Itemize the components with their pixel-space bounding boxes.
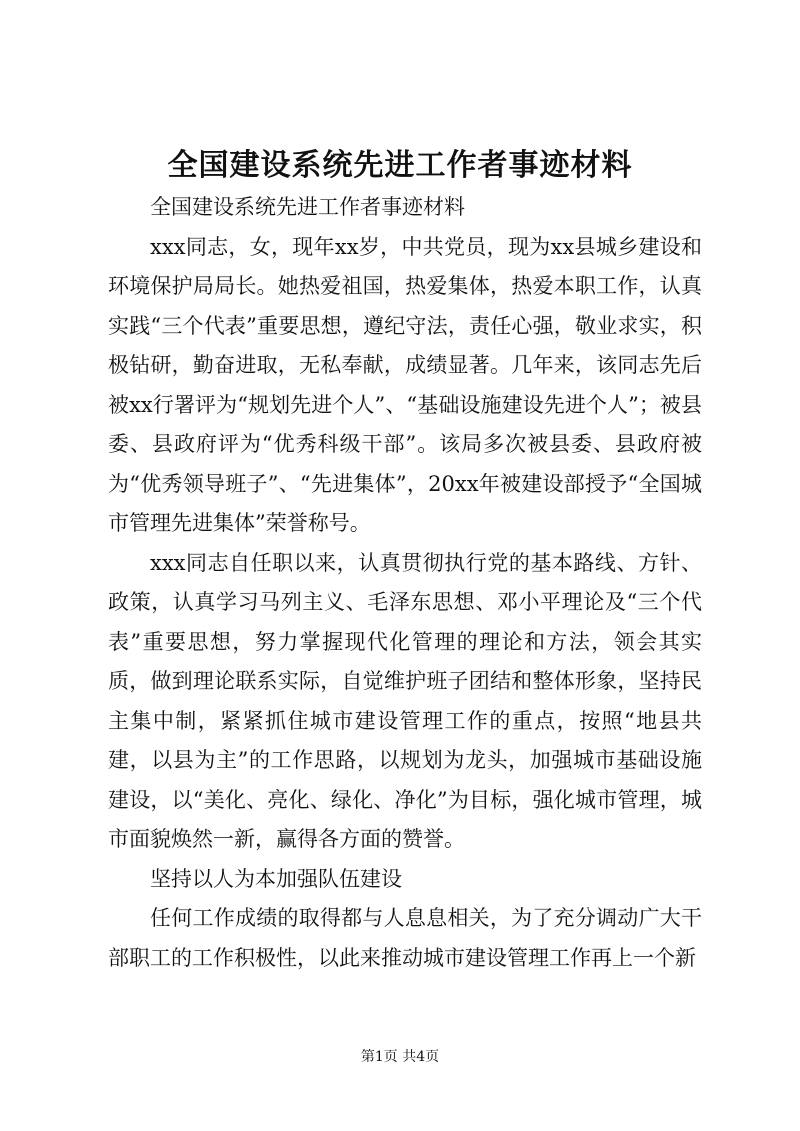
section-heading: 坚持以人为本加强队伍建设 xyxy=(150,866,402,891)
document-body xyxy=(108,188,702,978)
document-title: 全国建设系统先进工作者事迹材料 xyxy=(167,148,633,183)
body-paragraph: xxx同志，女，现年xx岁，中共党员，现为xx县城乡建设和环境保护局局长。她热爱祖国，热爱集体，热爱本职工作，认真实践“三个代表”重要思想，遵纪守法，责任心强，敬业求实，积极钻研，勤奋进取，无私奉献，成绩显著。几年来，该同志先后被xx行署评为“规划先进个人”、“基础设施建设先进个人”；被县委、县政府评为“优秀科级干部”。该局多次被县委、县政府被为“优秀领导班子”、“先进集体”，20xx年被建设部授予“全国城市管理先进集体”荣誉称号。 xyxy=(108,234,702,535)
page-footer: 第1页 共4页 xyxy=(360,1049,440,1065)
subtitle-paragraph: 全国建设系统先进工作者事迹材料 xyxy=(150,195,465,219)
body-paragraph: 任何工作成绩的取得都与人息息相关，为了充分调动广大干部职工的工作积极性，以此来推动城市建设管理工作再上一个新 xyxy=(108,906,702,970)
body-paragraph: xxx同志自任职以来，认真贯彻执行党的基本路线、方针、政策，认真学习马列主义、毛泽东思想、邓小平理论及“三个代表”重要思想，努力掌握现代化管理的理论和方法，领会其实质，做到理论联系实际，自觉维护班子团结和整体形象，坚持民主集中制，紧紧抓住城市建设管理工作的重点，按照“地县共建，以县为主”的工作思路，以规划为龙头，加强城市基础设施建设，以“美化、亮化、绿化、净化”为目标，强化城市管理，城市面貌焕然一新，赢得各方面的赞誉。 xyxy=(108,550,702,851)
